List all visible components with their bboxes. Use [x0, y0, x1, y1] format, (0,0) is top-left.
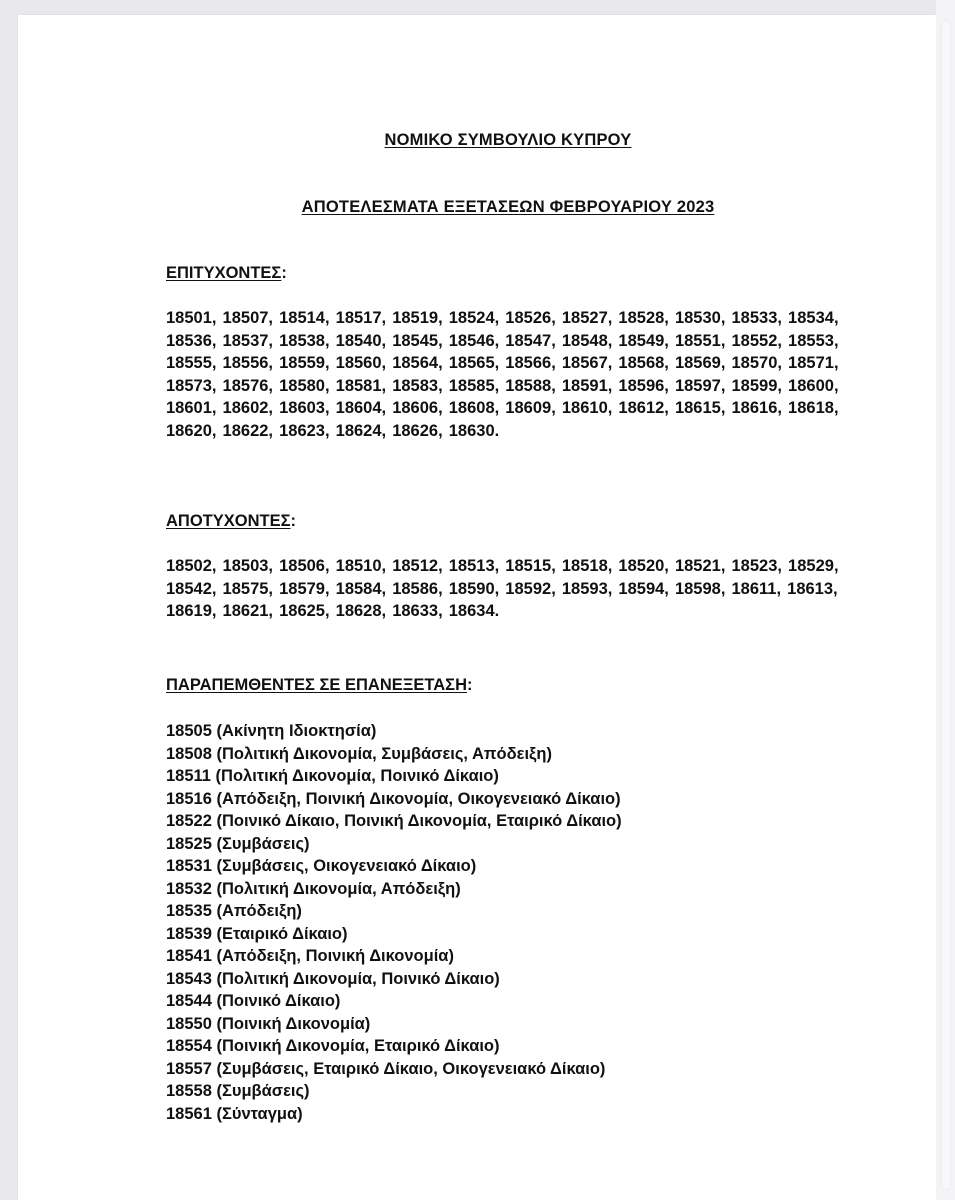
list-item: 18511 (Πολιτική Δικονομία, Ποινικό Δίκαιο): [166, 767, 499, 785]
passed-candidates-list: 18501, 18507, 18514, 18517, 18519, 18524, 18526, 18527, 18528, 18530, 18533, 18534, 18536, 18537, 18538, 18540, 18545, 18546, 18547, 18548, 18549, 18551, 18552, 18553, 18555, 18556, 18559, 18560, 18564, 18565, 18566, 18567, 18568, 18569, 18570, 18571, 18573, 18576, 18580, 18581, 18583, 18585, 18588, 18591, 18596, 18597, 18599, 18600, 18601, 18602, 18603, 18604, 18606, 18608, 18609, 18610, 18612, 18615, 18616, 18618, 18620, 18622, 18623, 18624, 18626, 18630.: [166, 309, 839, 440]
vertical-scrollbar[interactable]: [936, 0, 955, 1200]
list-item: 18531 (Συμβάσεις, Οικογενειακό Δίκαιο): [166, 857, 477, 875]
failed-candidates-list: 18502, 18503, 18506, 18510, 18512, 18513, 18515, 18518, 18520, 18521, 18523, 18529, 18542, 18575, 18579, 18584, 18586, 18590, 18592, 18593, 18594, 18598, 18611, 18613, 18619, 18621, 18625, 18628, 18633, 18634.: [166, 557, 839, 620]
list-item: 18557 (Συμβάσεις, Εταιρικό Δίκαιο, Οικογενειακό Δίκαιο): [166, 1059, 606, 1078]
list-item: 18544 (Ποινικό Δίκαιο): [166, 992, 341, 1010]
failed-heading-colon: :: [290, 512, 296, 530]
list-item: 18505 (Ακίνητη Ιδιοκτησία): [166, 722, 377, 740]
list-item: 18550 (Ποινική Δικονομία): [166, 1014, 371, 1033]
failed-heading: [166, 512, 296, 531]
document-page: [18, 15, 936, 1200]
list-item: 18541 (Απόδειξη, Ποινική Δικονομία): [166, 947, 454, 965]
passed-heading-colon: :: [281, 264, 287, 282]
list-item: 18554 (Ποινική Δικονομία, Εταιρικό Δίκαιο): [166, 1037, 500, 1055]
list-item: 18535 (Απόδειξη): [166, 902, 302, 920]
list-item: 18516 (Απόδειξη, Ποινική Δικονομία, Οικογενειακό Δίκαιο): [166, 789, 621, 808]
failed-heading-label: ΑΠΟΤΥΧΟΝΤΕΣ: [166, 512, 291, 530]
scrollbar-thumb[interactable]: [941, 20, 951, 1190]
list-item: 18558 (Συμβάσεις): [166, 1082, 310, 1100]
passed-heading-label: ΕΠΙΤΥΧΟΝΤΕΣ: [166, 264, 282, 282]
document-title: ΝΟΜΙΚΟ ΣΥΜΒΟΥΛΙΟ ΚΥΠΡΟΥ: [384, 131, 632, 149]
list-item: 18539 (Εταιρικό Δίκαιο): [166, 924, 348, 943]
list-item: 18525 (Συμβάσεις): [166, 834, 310, 853]
referred-candidates-list: [166, 720, 622, 1125]
list-item: 18532 (Πολιτική Δικονομία, Απόδειξη): [166, 879, 461, 898]
list-item: 18522 (Ποινικό Δίκαιο, Ποινική Δικονομία, Εταιρικό Δίκαιο): [166, 812, 622, 830]
list-item: 18561 (Σύνταγμα): [166, 1104, 303, 1123]
referred-heading-label: ΠΑΡΑΠΕΜΘΕΝΤΕΣ ΣΕ ΕΠΑΝΕΞΕΤΑΣΗ: [166, 676, 467, 694]
referred-heading-colon: :: [466, 676, 473, 694]
referred-heading: [166, 676, 472, 695]
passed-heading: [166, 264, 287, 283]
list-item: 18543 (Πολιτική Δικονομία, Ποινικό Δίκαιο): [166, 969, 500, 988]
list-item: 18508 (Πολιτική Δικονομία, Συμβάσεις, Απόδειξη): [166, 744, 552, 763]
document-subtitle: ΑΠΟΤΕΛΕΣΜΑΤΑ ΕΞΕΤΑΣΕΩΝ ΦΕΒΡΟΥΑΡΙΟΥ 2023: [301, 198, 715, 216]
